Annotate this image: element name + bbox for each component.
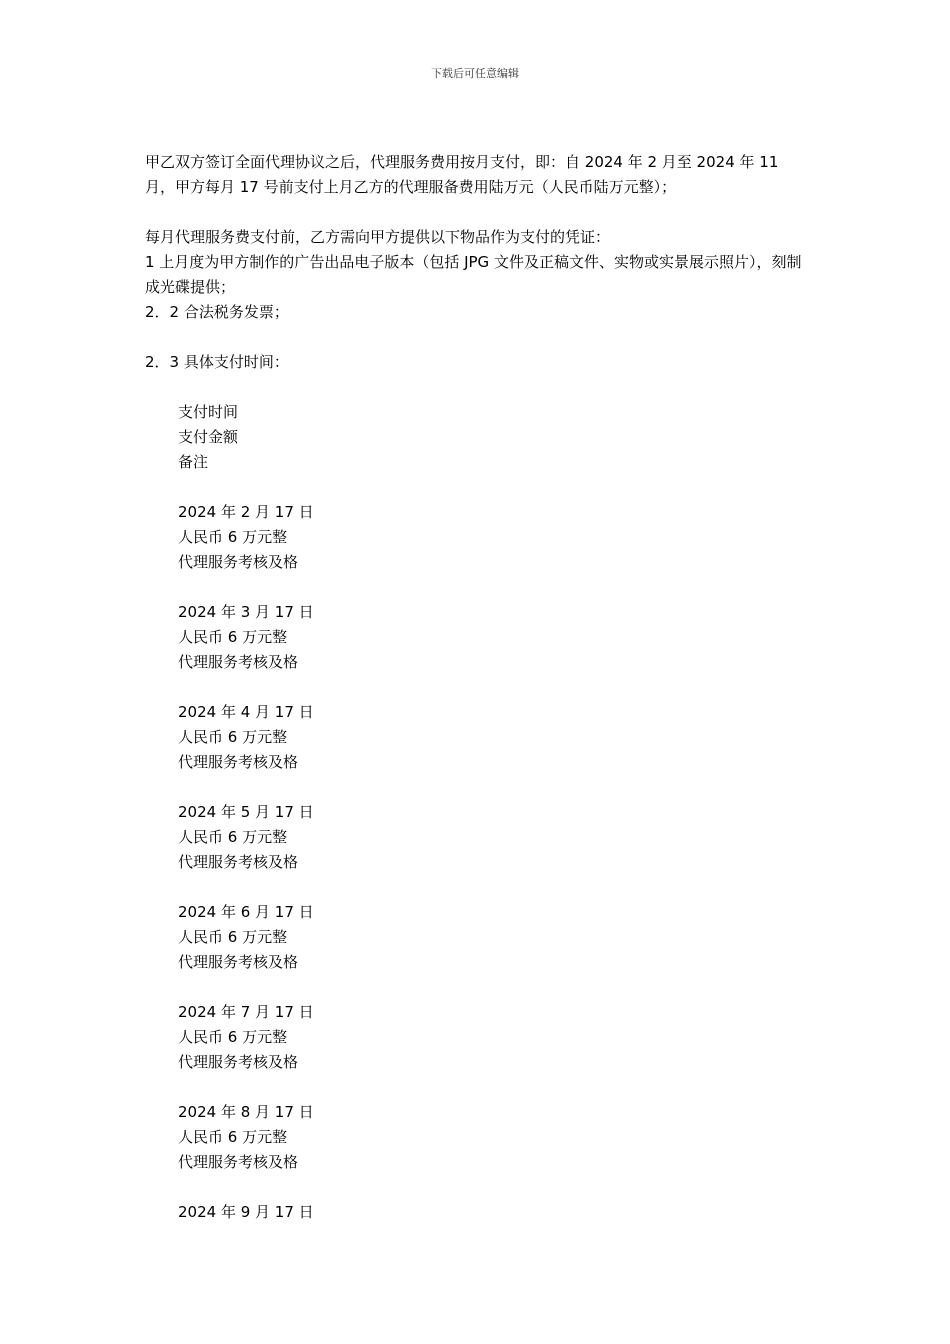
cell-amount: 人民币 6 万元整 (178, 1128, 288, 1146)
cell-date: 2024 年 8 月 17 日 (178, 1103, 314, 1121)
cell-amount: 人民币 6 万元整 (178, 928, 288, 946)
cell-date: 2024 年 5 月 17 日 (178, 803, 314, 821)
document-body (145, 150, 810, 1250)
payment-schedule-table (178, 400, 810, 1225)
table-row (178, 600, 810, 675)
cell-note: 代理服务考核及格 (178, 753, 299, 771)
cell-amount: 人民币 6 万元整 (178, 1028, 288, 1046)
cell-amount: 人民币 6 万元整 (178, 628, 288, 646)
paragraph-voucher-intro: 每月代理服务费支付前，乙方需向甲方提供以下物品作为支付的凭证： (145, 228, 611, 246)
cell-note: 代理服务考核及格 (178, 1153, 299, 1171)
header-cell-note: 备注 (178, 453, 209, 471)
cell-date: 2024 年 7 月 17 日 (178, 1003, 314, 1021)
page-header: 下载后可任意编辑 (431, 67, 519, 80)
cell-date: 2024 年 3 月 17 日 (178, 603, 314, 621)
paragraph-voucher-item-2: 2．2 合法税务发票； (145, 303, 289, 321)
table-row (178, 1100, 810, 1175)
cell-note: 代理服务考核及格 (178, 853, 299, 871)
table-row (178, 900, 810, 975)
cell-amount: 人民币 6 万元整 (178, 728, 288, 746)
paragraph-schedule-title: 2．3 具体支付时间： (145, 353, 289, 371)
header-cell-time: 支付时间 (178, 403, 239, 421)
cell-amount: 人民币 6 万元整 (178, 528, 288, 546)
header-cell-amount: 支付金额 (178, 428, 239, 446)
cell-date: 2024 年 9 月 17 日 (178, 1203, 314, 1221)
cell-note: 代理服务考核及格 (178, 953, 299, 971)
paragraph-voucher-item-1: 1 上月度为甲方制作的广告出品电子版本（包括 JPG 文件及正稿文件、实物或实景展示照片），刻制成光碟提供； (145, 253, 802, 296)
table-row (178, 1000, 810, 1075)
cell-note: 代理服务考核及格 (178, 653, 299, 671)
table-row (178, 1200, 810, 1225)
table-row (178, 500, 810, 575)
cell-date: 2024 年 6 月 17 日 (178, 903, 314, 921)
cell-note: 代理服务考核及格 (178, 1053, 299, 1071)
paragraph-payment-terms: 甲乙双方签订全面代理协议之后，代理服务费用按月支付，即：自 2024 年 2 月至 2024 年 11 月，甲方每月 17 号前支付上月乙方的代理服备费用陆万元（人民币陆万元整）； (145, 153, 779, 196)
cell-amount: 人民币 6 万元整 (178, 828, 288, 846)
table-header-row (178, 400, 810, 475)
cell-date: 2024 年 4 月 17 日 (178, 703, 314, 721)
cell-date: 2024 年 2 月 17 日 (178, 503, 314, 521)
table-row (178, 800, 810, 875)
cell-note: 代理服务考核及格 (178, 553, 299, 571)
table-row (178, 700, 810, 775)
